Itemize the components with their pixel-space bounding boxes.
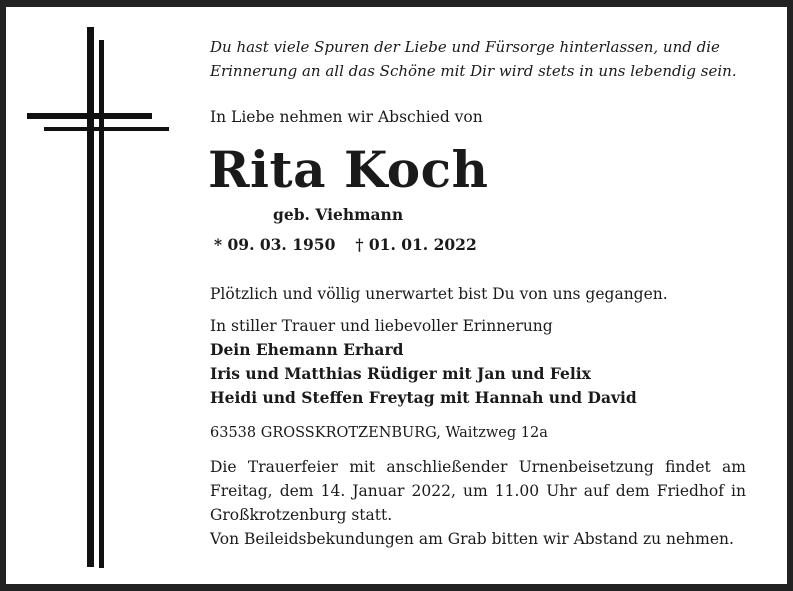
cross-horizontal-shadow (44, 127, 169, 131)
sudden-death-text: Plötzlich und völlig unerwartet bist Du von uns gegangen. (210, 285, 668, 303)
quote-line: Du hast viele Spuren der Liebe und Fürsorge hinterlassen, und die (210, 38, 720, 56)
maiden-name: geb. Viehmann (273, 205, 404, 224)
death-date: † 01. 01. 2022 (355, 235, 477, 254)
mourners-intro: In stiller Trauer und liebevoller Erinnerung (210, 317, 553, 335)
birth-date: * 09. 03. 1950 (214, 235, 336, 254)
cross-vertical-shadow (99, 40, 104, 568)
quote-line: Erinnerung an all das Schöne mit Dir wird stets in uns lebendig sein. (210, 62, 737, 80)
address: 63538 GROSSKROTZENBURG, Waitzweg 12a (210, 425, 548, 441)
life-dates (214, 233, 477, 257)
memorial-quote (210, 35, 737, 83)
mourners-block (210, 314, 637, 410)
deceased-name: Rita Koch (208, 140, 489, 199)
funeral-line: Die Trauerfeier mit anschließender Urnenbeisetzung findet am (210, 458, 746, 476)
cross-horizontal-bar (27, 113, 152, 119)
cross-vertical-bar (87, 27, 94, 567)
funeral-line: Von Beileidsbekundungen am Grab bitten wir Abstand zu nehmen. (210, 530, 734, 548)
mourner-line: Dein Ehemann Erhard (210, 340, 404, 359)
funeral-line: Freitag, dem 14. Januar 2022, um 11.00 Uhr auf dem Friedhof in (210, 482, 746, 500)
mourner-line: Heidi und Steffen Freytag mit Hannah und David (210, 388, 637, 407)
funeral-info (210, 455, 746, 551)
farewell-intro: In Liebe nehmen wir Abschied von (210, 108, 483, 126)
funeral-line: Großkrotzenburg statt. (210, 506, 393, 524)
mourner-line: Iris und Matthias Rüdiger mit Jan und Felix (210, 364, 591, 383)
